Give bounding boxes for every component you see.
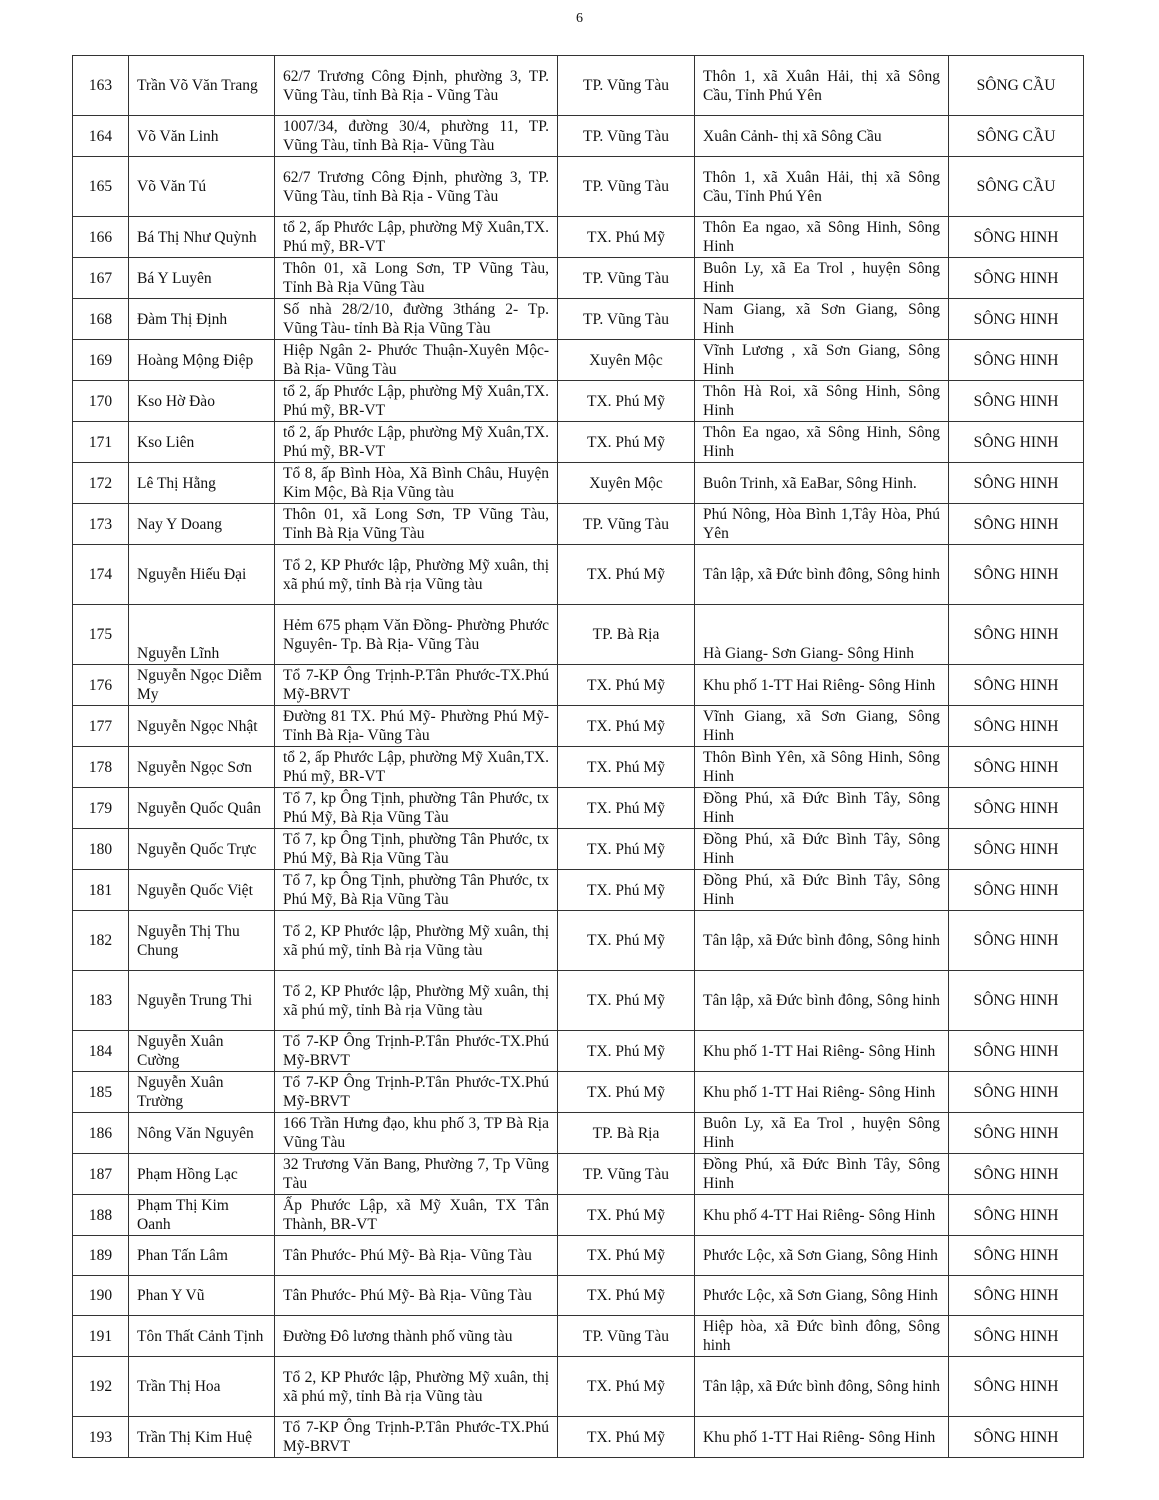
hometown: Vĩnh Lương , xã Sơn Giang, Sông Hinh [695,340,949,381]
table-row [73,706,1084,747]
person-name: Trần Thị Kim Huệ [129,1417,275,1458]
current-address: Tổ 7-KP Ông Trịnh-P.Tân Phước-TX.Phú Mỹ-BRVT [275,1031,558,1072]
area: SÔNG HINH [949,340,1084,381]
district: TX. Phú Mỹ [558,747,695,788]
district: TP. Vũng Tàu [558,157,695,217]
hometown: Thôn Ea ngao, xã Sông Hinh, Sông Hinh [695,217,949,258]
district: TX. Phú Mỹ [558,665,695,706]
hometown: Nam Giang, xã Sơn Giang, Sông Hinh [695,299,949,340]
table-row [73,1195,1084,1236]
district: TX. Phú Mỹ [558,706,695,747]
hometown: Khu phố 4-TT Hai Riêng- Sông Hinh [695,1195,949,1236]
current-address: Hiệp Ngân 2- Phước Thuận-Xuyên Mộc- Bà Rịa- Vũng Tàu [275,340,558,381]
area: SÔNG HINH [949,381,1084,422]
hometown: Buôn Ly, xã Ea Trol , huyện Sông Hinh [695,258,949,299]
current-address: Tổ 7-KP Ông Trịnh-P.Tân Phước-TX.Phú Mỹ-BRVT [275,1417,558,1458]
person-name: Trần Thị Hoa [129,1357,275,1417]
current-address: Ấp Phước Lập, xã Mỹ Xuân, TX Tân Thành, BR-VT [275,1195,558,1236]
hometown: Thôn Bình Yên, xã Sông Hinh, Sông Hinh [695,747,949,788]
area: SÔNG HINH [949,911,1084,971]
area: SÔNG HINH [949,706,1084,747]
current-address: tổ 2, ấp Phước Lập, phường Mỹ Xuân,TX. Phú mỹ, BR-VT [275,381,558,422]
area: SÔNG HINH [949,217,1084,258]
hometown: Tân lập, xã Đức bình đông, Sông hinh [695,545,949,605]
table-row [73,1072,1084,1113]
district: TX. Phú Mỹ [558,217,695,258]
district: TP. Vũng Tàu [558,56,695,116]
table-row [73,217,1084,258]
registry-table [72,55,1084,1458]
current-address: Tân Phước- Phú Mỹ- Bà Rịa- Vũng Tàu [275,1276,558,1316]
table-row [73,911,1084,971]
area: SÔNG HINH [949,870,1084,911]
current-address: Tổ 2, KP Phước lập, Phường Mỹ xuân, thị xã phú mỹ, tỉnh Bà rịa Vũng tàu [275,545,558,605]
person-name: Lê Thị Hằng [129,463,275,504]
table-row [73,258,1084,299]
area: SÔNG HINH [949,1195,1084,1236]
row-number: 191 [73,1316,129,1357]
district: TX. Phú Mỹ [558,1417,695,1458]
person-name: Đàm Thị Định [129,299,275,340]
hometown: Thôn Hà Roi, xã Sông Hinh, Sông Hinh [695,381,949,422]
row-number: 180 [73,829,129,870]
person-name: Trần Võ Văn Trang [129,56,275,116]
current-address: tổ 2, ấp Phước Lập, phường Mỹ Xuân,TX. Phú mỹ, BR-VT [275,422,558,463]
hometown: Tân lập, xã Đức bình đông, Sông hinh [695,911,949,971]
table-row [73,1236,1084,1276]
person-name: Phạm Hồng Lạc [129,1154,275,1195]
hometown: Hà Giang- Sơn Giang- Sông Hinh [695,605,949,665]
table-row [73,1316,1084,1357]
table-row [73,665,1084,706]
hometown: Tân lập, xã Đức bình đông, Sông hinh [695,1357,949,1417]
current-address: Tổ 7, kp Ông Tịnh, phường Tân Phước, tx Phú Mỹ, Bà Rịa Vũng Tàu [275,870,558,911]
district: Xuyên Mộc [558,463,695,504]
row-number: 179 [73,788,129,829]
current-address: tổ 2, ấp Phước Lập, phường Mỹ Xuân,TX. Phú mỹ, BR-VT [275,217,558,258]
table-row [73,116,1084,157]
table-body [73,56,1084,1458]
table-row [73,422,1084,463]
hometown: Đồng Phú, xã Đức Bình Tây, Sông Hinh [695,829,949,870]
hometown: Khu phố 1-TT Hai Riêng- Sông Hinh [695,665,949,706]
district: TX. Phú Mỹ [558,1072,695,1113]
row-number: 175 [73,605,129,665]
current-address: Đường Đô lương thành phố vũng tàu [275,1316,558,1357]
table-row [73,870,1084,911]
row-number: 170 [73,381,129,422]
district: TP. Vũng Tàu [558,116,695,157]
page-number: 6 [576,11,583,26]
hometown: Xuân Cảnh- thị xã Sông Cầu [695,116,949,157]
district: TX. Phú Mỹ [558,911,695,971]
row-number: 168 [73,299,129,340]
area: SÔNG HINH [949,299,1084,340]
row-number: 190 [73,1276,129,1316]
district: TP. Vũng Tàu [558,1154,695,1195]
row-number: 182 [73,911,129,971]
hometown: Hiệp hòa, xã Đức bình đông, Sông hinh [695,1316,949,1357]
table-row [73,1154,1084,1195]
district: TX. Phú Mỹ [558,1236,695,1276]
hometown: Khu phố 1-TT Hai Riêng- Sông Hinh [695,1417,949,1458]
district: TP. Bà Rịa [558,605,695,665]
table-row [73,1113,1084,1154]
current-address: Thôn 01, xã Long Sơn, TP Vũng Tàu, Tỉnh Bà Rịa Vũng Tàu [275,258,558,299]
area: SÔNG HINH [949,545,1084,605]
current-address: Thôn 01, xã Long Sơn, TP Vũng Tàu, Tỉnh Bà Rịa Vũng Tàu [275,504,558,545]
district: TX. Phú Mỹ [558,788,695,829]
hometown: Khu phố 1-TT Hai Riêng- Sông Hinh [695,1031,949,1072]
person-name: Nguyễn Quốc Trực [129,829,275,870]
area: SÔNG HINH [949,1316,1084,1357]
table-row [73,971,1084,1031]
current-address: Tổ 2, KP Phước lập, Phường Mỹ xuân, thị xã phú mỹ, tỉnh Bà rịa Vũng tàu [275,911,558,971]
area: SÔNG HINH [949,788,1084,829]
row-number: 167 [73,258,129,299]
area: SÔNG HINH [949,971,1084,1031]
person-name: Phan Tấn Lâm [129,1236,275,1276]
table-row [73,504,1084,545]
row-number: 164 [73,116,129,157]
area: SÔNG HINH [949,1357,1084,1417]
area: SÔNG HINH [949,463,1084,504]
current-address: Số nhà 28/2/10, đường 3tháng 2- Tp. Vũng Tàu- tỉnh Bà Rịa Vũng Tàu [275,299,558,340]
table-row [73,1276,1084,1316]
district: TX. Phú Mỹ [558,422,695,463]
hometown: Đồng Phú, xã Đức Bình Tây, Sông Hinh [695,1154,949,1195]
person-name: Võ Văn Tú [129,157,275,217]
current-address: 32 Trương Văn Bang, Phường 7, Tp Vũng Tàu [275,1154,558,1195]
area: SÔNG CẦU [949,157,1084,217]
row-number: 184 [73,1031,129,1072]
district: TX. Phú Mỹ [558,1357,695,1417]
area: SÔNG HINH [949,258,1084,299]
district: TX. Phú Mỹ [558,381,695,422]
row-number: 193 [73,1417,129,1458]
row-number: 177 [73,706,129,747]
hometown: Vĩnh Giang, xã Sơn Giang, Sông Hinh [695,706,949,747]
table-row [73,1031,1084,1072]
person-name: Nguyễn Ngọc Nhật [129,706,275,747]
person-name: Kso Liên [129,422,275,463]
table-row [73,299,1084,340]
current-address: Tổ 8, ấp Bình Hòa, Xã Bình Châu, Huyện Kim Mộc, Bà Rịa Vũng tàu [275,463,558,504]
area: SÔNG HINH [949,1417,1084,1458]
person-name: Bá Y Luyên [129,258,275,299]
row-number: 163 [73,56,129,116]
row-number: 165 [73,157,129,217]
person-name: Nguyễn Xuân Cường [129,1031,275,1072]
person-name: Tôn Thất Cảnh Tịnh [129,1316,275,1357]
person-name: Nguyễn Hiếu Đại [129,545,275,605]
person-name: Nguyễn Lĩnh [129,605,275,665]
hometown: Thôn 1, xã Xuân Hải, thị xã Sông Cầu, Tỉnh Phú Yên [695,157,949,217]
area: SÔNG HINH [949,1236,1084,1276]
area: SÔNG CẦU [949,116,1084,157]
person-name: Nay Y Doang [129,504,275,545]
district: TP. Vũng Tàu [558,504,695,545]
table-row [73,829,1084,870]
area: SÔNG HINH [949,829,1084,870]
table-row [73,788,1084,829]
table-row [73,1357,1084,1417]
hometown: Phước Lộc, xã Sơn Giang, Sông Hinh [695,1236,949,1276]
district: TX. Phú Mỹ [558,1031,695,1072]
current-address: Hẻm 675 phạm Văn Đồng- Phường Phước Nguyên- Tp. Bà Rịa- Vũng Tàu [275,605,558,665]
person-name: Nguyễn Trung Thi [129,971,275,1031]
current-address: Tân Phước- Phú Mỹ- Bà Rịa- Vũng Tàu [275,1236,558,1276]
person-name: Hoàng Mộng Điệp [129,340,275,381]
row-number: 174 [73,545,129,605]
hometown: Buôn Trinh, xã EaBar, Sông Hinh. [695,463,949,504]
district: TX. Phú Mỹ [558,1195,695,1236]
district: TP. Vũng Tàu [558,258,695,299]
person-name: Phạm Thị Kim Oanh [129,1195,275,1236]
person-name: Nguyễn Ngọc Sơn [129,747,275,788]
row-number: 188 [73,1195,129,1236]
current-address: 62/7 Trương Công Định, phường 3, TP. Vũng Tàu, tỉnh Bà Rịa - Vũng Tàu [275,56,558,116]
row-number: 169 [73,340,129,381]
person-name: Nguyễn Thị Thu Chung [129,911,275,971]
hometown: Đồng Phú, xã Đức Bình Tây, Sông Hinh [695,788,949,829]
row-number: 186 [73,1113,129,1154]
table-row [73,56,1084,116]
row-number: 176 [73,665,129,706]
current-address: Tổ 7-KP Ông Trịnh-P.Tân Phước-TX.Phú Mỹ-BRVT [275,665,558,706]
table-row [73,1417,1084,1458]
current-address: Tổ 2, KP Phước lập, Phường Mỹ xuân, thị xã phú mỹ, tỉnh Bà rịa Vũng tàu [275,1357,558,1417]
hometown: Tân lập, xã Đức bình đông, Sông hinh [695,971,949,1031]
table-row [73,157,1084,217]
area: SÔNG HINH [949,504,1084,545]
area: SÔNG HINH [949,1031,1084,1072]
area: SÔNG HINH [949,1113,1084,1154]
person-name: Phan Y Vũ [129,1276,275,1316]
district: TX. Phú Mỹ [558,870,695,911]
area: SÔNG HINH [949,1154,1084,1195]
hometown: Phước Lộc, xã Sơn Giang, Sông Hinh [695,1276,949,1316]
hometown: Đồng Phú, xã Đức Bình Tây, Sông Hinh [695,870,949,911]
table-row [73,747,1084,788]
area: SÔNG HINH [949,1276,1084,1316]
district: TP. Vũng Tàu [558,1316,695,1357]
current-address: 166 Trần Hưng đạo, khu phố 3, TP Bà Rịa Vũng Tàu [275,1113,558,1154]
row-number: 181 [73,870,129,911]
current-address: Tổ 7-KP Ông Trịnh-P.Tân Phước-TX.Phú Mỹ-BRVT [275,1072,558,1113]
hometown: Thôn 1, xã Xuân Hải, thị xã Sông Cầu, Tỉnh Phú Yên [695,56,949,116]
person-name: Nguyễn Quốc Quân [129,788,275,829]
current-address: Đường 81 TX. Phú Mỹ- Phường Phú Mỹ- Tỉnh Bà Rịa- Vũng Tàu [275,706,558,747]
row-number: 189 [73,1236,129,1276]
table-row [73,463,1084,504]
hometown: Phú Nông, Hòa Bình 1,Tây Hòa, Phú Yên [695,504,949,545]
current-address: Tổ 7, kp Ông Tịnh, phường Tân Phước, tx Phú Mỹ, Bà Rịa Vũng Tàu [275,829,558,870]
table-row [73,381,1084,422]
current-address: 62/7 Trương Công Định, phường 3, TP. Vũng Tàu, tỉnh Bà Rịa - Vũng Tàu [275,157,558,217]
table-row [73,340,1084,381]
hometown: Khu phố 1-TT Hai Riêng- Sông Hinh [695,1072,949,1113]
district: TX. Phú Mỹ [558,829,695,870]
district: TX. Phú Mỹ [558,545,695,605]
row-number: 185 [73,1072,129,1113]
district: TX. Phú Mỹ [558,971,695,1031]
current-address: Tổ 7, kp Ông Tịnh, phường Tân Phước, tx Phú Mỹ, Bà Rịa Vũng Tàu [275,788,558,829]
district: Xuyên Mộc [558,340,695,381]
area: SÔNG HINH [949,1072,1084,1113]
district: TX. Phú Mỹ [558,1276,695,1316]
person-name: Bá Thị Như Quỳnh [129,217,275,258]
row-number: 178 [73,747,129,788]
person-name: Võ Văn Linh [129,116,275,157]
person-name: Nguyễn Xuân Trường [129,1072,275,1113]
person-name: Nông Văn Nguyên [129,1113,275,1154]
area: SÔNG HINH [949,605,1084,665]
area: SÔNG CẦU [949,56,1084,116]
district: TP. Vũng Tàu [558,299,695,340]
current-address: 1007/34, đường 30/4, phường 11, TP. Vũng Tàu, tỉnh Bà Rịa- Vũng Tàu [275,116,558,157]
table-row [73,545,1084,605]
district: TP. Bà Rịa [558,1113,695,1154]
row-number: 172 [73,463,129,504]
row-number: 192 [73,1357,129,1417]
current-address: tổ 2, ấp Phước Lập, phường Mỹ Xuân,TX. Phú mỹ, BR-VT [275,747,558,788]
row-number: 171 [73,422,129,463]
area: SÔNG HINH [949,747,1084,788]
area: SÔNG HINH [949,422,1084,463]
person-name: Nguyễn Quốc Việt [129,870,275,911]
person-name: Nguyễn Ngọc Diễm My [129,665,275,706]
current-address: Tổ 2, KP Phước lập, Phường Mỹ xuân, thị xã phú mỹ, tỉnh Bà rịa Vũng tàu [275,971,558,1031]
area: SÔNG HINH [949,665,1084,706]
person-name: Kso Hờ Đào [129,381,275,422]
row-number: 173 [73,504,129,545]
row-number: 187 [73,1154,129,1195]
hometown: Buôn Ly, xã Ea Trol , huyện Sông Hinh [695,1113,949,1154]
hometown: Thôn Ea ngao, xã Sông Hinh, Sông Hinh [695,422,949,463]
row-number: 183 [73,971,129,1031]
table-row [73,605,1084,665]
row-number: 166 [73,217,129,258]
